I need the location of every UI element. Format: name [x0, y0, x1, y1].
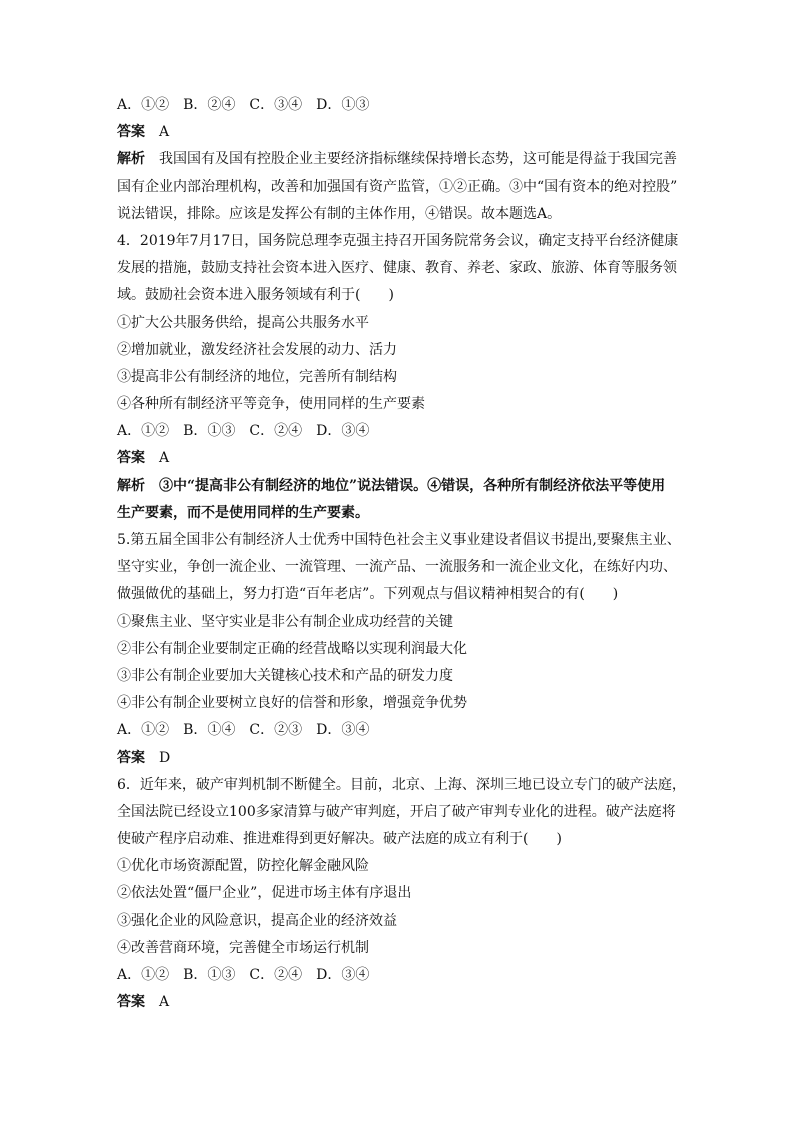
q5-stem-line-3: 做强做优的基础上，努力打造“百年老店”。下列观点与倡议精神相契合的有( )	[117, 586, 619, 603]
q4-options: A．①② B．①③ C．②④ D．③④	[117, 423, 370, 440]
answer-value: D	[159, 749, 171, 766]
q3-analysis-line-3: 说法错误，排除。应该是发挥公有制的主体作用，④错误。故本题选A。	[117, 205, 562, 222]
q5-item-3: ③非公有制企业要加大关键核心技术和产品的研发力度	[117, 667, 453, 684]
q6-item-1: ①优化市场资源配置，防控化解金融风险	[117, 858, 369, 875]
answer-value: A	[159, 124, 170, 141]
answer-value: A	[159, 994, 170, 1011]
q6-item-2: ②依法处置“僵尸企业”，促进市场主体有序退出	[117, 885, 412, 902]
q6-stem-line-1: 6．近年来，破产审判机制不断健全。目前，北京、上海、深圳三地已设立专门的破产法庭，	[117, 776, 686, 793]
answer-label: 答案	[117, 450, 145, 467]
q5-answer	[117, 745, 682, 772]
q4-item-2: ②增加就业，激发经济社会发展的动力、活力	[117, 341, 397, 358]
q6-item-4: ④改善营商环境，完善健全市场运行机制	[117, 939, 369, 956]
q4-item-3: ③提高非公有制经济的地位，完善所有制结构	[117, 368, 397, 385]
q3-answer	[117, 119, 682, 146]
q6-item-3: ③强化企业的风险意识，提高企业的经济效益	[117, 912, 397, 929]
q4-analysis-line-2: 生产要素，而不是使用同样的生产要素。	[117, 504, 369, 521]
q5-item-1: ①聚焦主业、坚守实业是非公有制企业成功经营的关键	[117, 613, 453, 630]
q4-answer	[117, 445, 682, 472]
answer-label: 答案	[117, 124, 145, 141]
q6-stem-line-2: 全国法院已经设立100多家清算与破产审判庭，开启了破产审判专业化的进程。破产法庭将	[117, 803, 676, 820]
q4-stem-line-2: 发展的措施，鼓励支持社会资本进入医疗、健康、教育、养老、家政、旅游、体育等服务领	[117, 260, 677, 277]
answer-value: A	[159, 450, 170, 467]
answer-label: 答案	[117, 749, 145, 766]
q5-item-2: ②非公有制企业要制定正确的经营战略以实现利润最大化	[117, 640, 467, 657]
analysis-label: 解析	[117, 477, 145, 494]
q5-stem-line-2: 坚守实业，争创一流企业、一流管理、一流产品、一流服务和一流企业文化，在练好内功、	[117, 559, 677, 576]
q4-item-4: ④各种所有制经济平等竞争，使用同样的生产要素	[117, 396, 425, 413]
q4-stem-line-1: 4．2019年7月17日，国务院总理李克强主持召开国务院常务会议，确定支持平台经济健康	[117, 232, 679, 249]
q3-analysis-line-1: 解析 我国国有及国有控股企业主要经济指标继续保持增长态势，这可能是得益于我国完善	[117, 151, 677, 168]
answer-label: 答案	[117, 994, 145, 1011]
q5-stem-line-1: 5.第五届全国非公有制经济人士优秀中国特色社会主义事业建设者倡议书提出,要聚焦主业、	[117, 532, 681, 548]
q4-analysis-line-1: 解析 ③中“提高非公有制经济的地位”说法错误。④错误，各种所有制经济依法平等使用	[117, 477, 666, 494]
q4-stem-line-3: 域。鼓励社会资本进入服务领域有利于( )	[117, 287, 394, 304]
analysis-label: 解析	[117, 151, 145, 168]
q6-stem-line-3: 使破产程序启动难、推进难得到更好解决。破产法庭的成立有利于( )	[117, 831, 562, 848]
q6-answer	[117, 989, 682, 1016]
q3-analysis-line-2: 国有企业内部治理机构，改善和加强国有资产监管，①②正确。③中“国有资本的绝对控股”	[117, 178, 678, 195]
q5-options: A．①② B．①④ C．②③ D．③④	[117, 722, 370, 739]
document-page	[117, 92, 686, 1016]
q4-item-1: ①扩大公共服务供给，提高公共服务水平	[117, 314, 369, 331]
q5-item-4: ④非公有制企业要树立良好的信誉和形象，增强竞争优势	[117, 695, 467, 712]
q3-options: A．①② B．②④ C．③④ D．①③	[117, 97, 370, 113]
q6-options: A．①② B．①③ C．②④ D．③④	[117, 967, 370, 983]
